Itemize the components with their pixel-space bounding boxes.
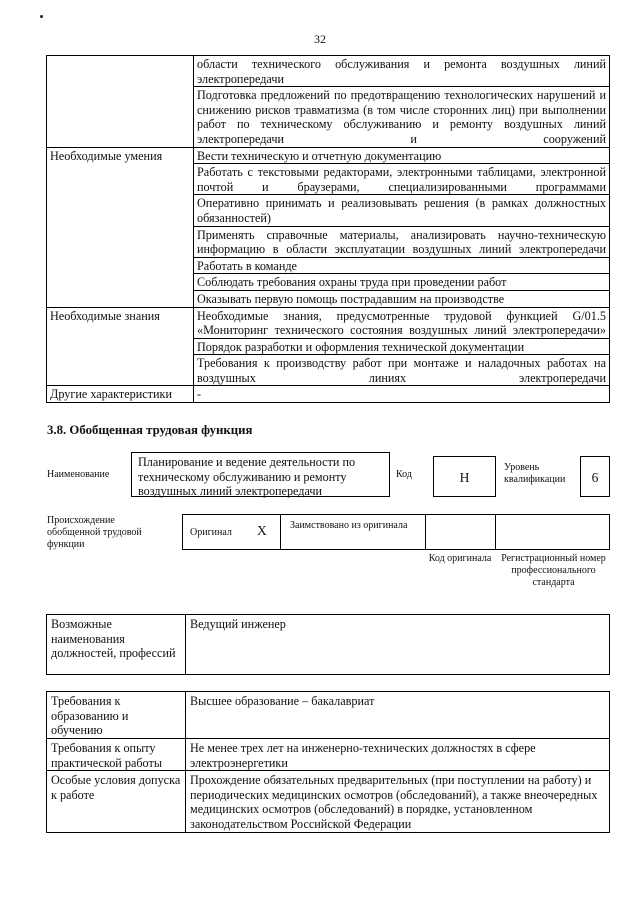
table-cell: Необходимые знания, предусмотренные трудовой функцией G/01.5 «Мониторинг технического состояния воздушных линий электропередачи» bbox=[194, 307, 610, 338]
education-label: Требования к образованию и обучению bbox=[47, 692, 186, 739]
row-label-knowledge: Необходимые знания bbox=[47, 307, 194, 386]
level-label: Уровень квалификации bbox=[504, 462, 566, 485]
origin-code-cell bbox=[425, 514, 495, 550]
table-cell: Оказывать первую помощь пострадавшим на производстве bbox=[194, 290, 610, 307]
section-title: 3.8. Обобщенная трудовая функция bbox=[47, 423, 253, 437]
table-row bbox=[47, 739, 610, 771]
page-number: 32 bbox=[314, 32, 326, 46]
table-row bbox=[47, 56, 610, 87]
original-label: Оригинал bbox=[190, 527, 232, 538]
table-row bbox=[47, 615, 610, 675]
positions-value: Ведущий инженер bbox=[186, 615, 610, 675]
positions-table bbox=[46, 614, 610, 675]
table-cell: Оперативно принимать и реализовывать решения (в рамках должностных обязанностей) bbox=[194, 195, 610, 226]
origin-label: Происхождение обобщенной трудовой функции bbox=[47, 515, 142, 550]
row-label-other: Другие характеристики bbox=[47, 386, 194, 403]
code-label: Код bbox=[396, 469, 412, 480]
table-cell: Подготовка предложений по предотвращению технологических нарушений и снижению рисков травматизма (в том числе сторонних лиц) при выполнении работ по техническому обслуживанию и ремонту воздушных линий электропередачи и сооружений bbox=[194, 87, 610, 147]
table-row bbox=[47, 307, 610, 338]
table-cell: области технического обслуживания и ремонта воздушных линий электропередачи bbox=[194, 56, 610, 87]
origin-borrowed-cell bbox=[280, 514, 425, 550]
table-cell: Вести техническую и отчетную документацию bbox=[194, 147, 610, 164]
original-mark: X bbox=[257, 523, 267, 538]
name-label: Наименование bbox=[47, 469, 110, 480]
table-cell: Порядок разработки и оформления технической документации bbox=[194, 338, 610, 355]
table-row bbox=[47, 386, 610, 403]
experience-value: Не менее трех лет на инженерно-технических должностях в сфере электроэнергетики bbox=[186, 739, 610, 771]
function-name: Планирование и ведение деятельности по техническому обслуживанию и ремонту воздушных линий электропередачи bbox=[131, 452, 390, 497]
origin-original-cell bbox=[182, 514, 280, 550]
origin-code-caption: Код оригинала bbox=[428, 553, 492, 564]
reg-number-cell bbox=[495, 514, 610, 550]
reg-number-caption: Регистрационный номер профессионального стандарта bbox=[501, 553, 606, 588]
table-cell: Работать в команде bbox=[194, 257, 610, 274]
skills-knowledge-table bbox=[46, 55, 610, 403]
scan-speck bbox=[40, 15, 43, 18]
experience-label: Требования к опыту практической работы bbox=[47, 739, 186, 771]
table-cell: Соблюдать требования охраны труда при проведении работ bbox=[194, 274, 610, 291]
table-cell: Требования к производству работ при монтаже и наладочных работах на воздушных линиях электропередачи bbox=[194, 355, 610, 386]
requirements-table bbox=[46, 691, 610, 833]
table-row bbox=[47, 771, 610, 832]
function-code: H bbox=[433, 456, 496, 497]
table-cell: Работать с текстовыми редакторами, электронными таблицами, электронной почтой и браузерами, специализированными программами bbox=[194, 164, 610, 195]
table-cell: Применять справочные материалы, анализировать научно-техническую информацию в области эксплуатации воздушных линий электропередачи bbox=[194, 226, 610, 257]
borrowed-label: Заимствовано из оригинала bbox=[290, 520, 408, 531]
education-value: Высшее образование – бакалавриат bbox=[186, 692, 610, 739]
admission-label: Особые условия допуска к работе bbox=[47, 771, 186, 832]
row-label-skills: Необходимые умения bbox=[47, 147, 194, 307]
qualification-level: 6 bbox=[580, 456, 610, 497]
positions-label: Возможные наименования должностей, профессий bbox=[47, 615, 186, 675]
row-label bbox=[47, 56, 194, 148]
table-cell: - bbox=[194, 386, 610, 403]
admission-value: Прохождение обязательных предварительных (при поступлении на работу) и периодических медицинских осмотров (обследований), а также внеочередных медицинских осмотров (обследований) в порядке, установленном законодательством Российской Федерации bbox=[186, 771, 610, 832]
table-row bbox=[47, 147, 610, 164]
table-row bbox=[47, 692, 610, 739]
